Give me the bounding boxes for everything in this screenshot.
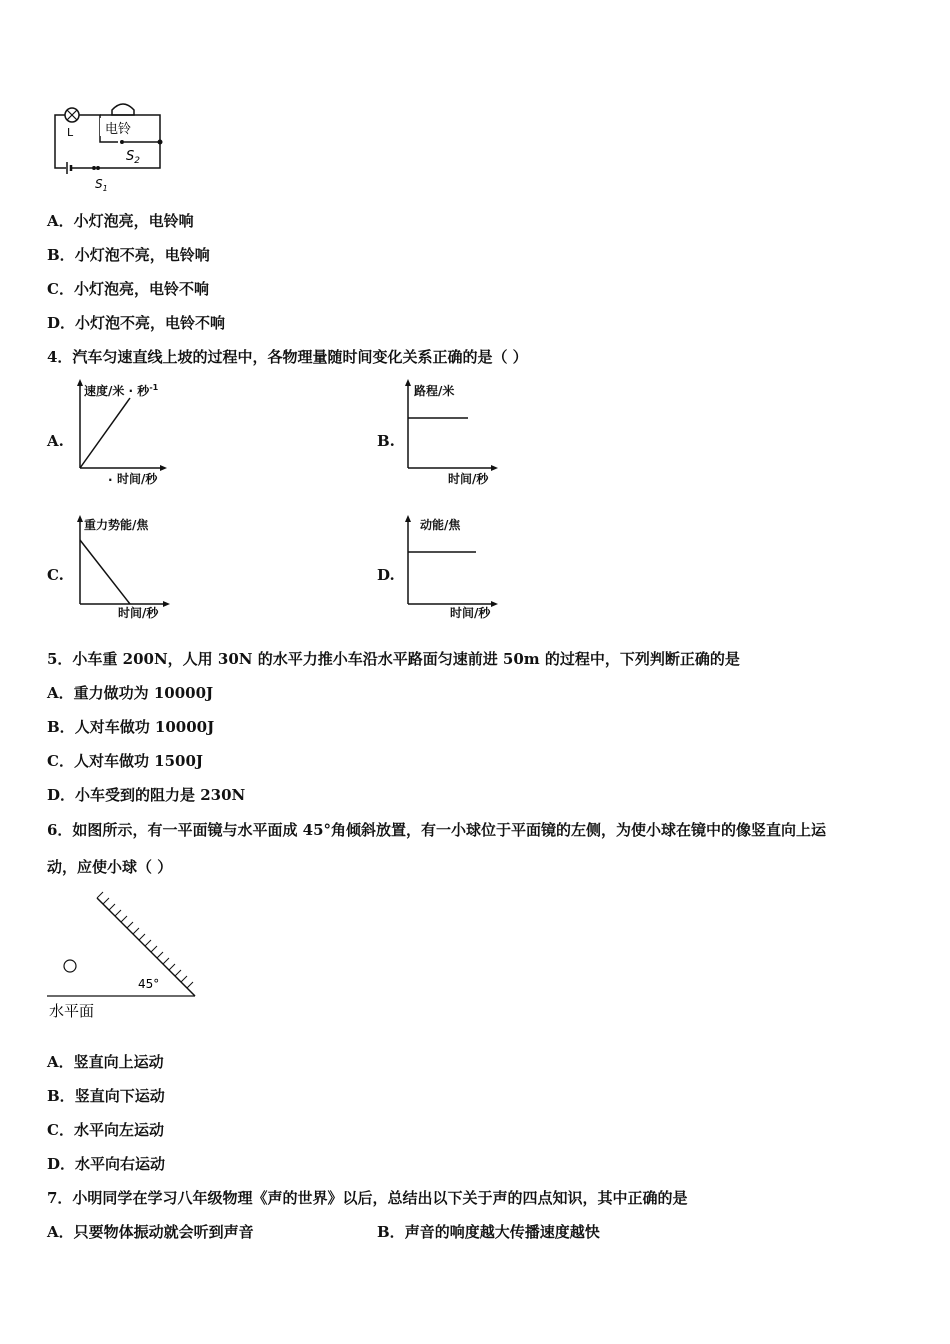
bell-symbol <box>112 104 134 115</box>
mirror-diagram <box>45 892 205 1022</box>
graph-a-origin-mark: . <box>108 470 113 484</box>
q6-option-a: A．竖直向上运动 <box>47 1053 164 1071</box>
q4-graph-a-letter: A. <box>47 432 64 450</box>
q6-option-d: D．水平向右运动 <box>47 1155 166 1173</box>
graph-a-x-label: 时间/秒 <box>117 472 158 486</box>
q5-option-c: C．人对车做功 1500J <box>47 752 204 770</box>
ball <box>64 960 76 972</box>
graph-d-x-label: 时间/秒 <box>450 606 491 620</box>
q5-stem: 5．小车重 200N，人用 30N 的水平力推小车沿水平路面匀速前进 50m 的过程中，下列判断正确的是 <box>47 650 740 668</box>
graph-b-x-label: 时间/秒 <box>448 472 489 486</box>
graph-a-line <box>80 398 130 468</box>
circuit-diagram <box>40 98 180 193</box>
q3-option-d: D．小灯泡不亮，电铃不响 <box>47 314 226 332</box>
q7-option-b: B．声音的响度越大传播速度越快 <box>377 1223 600 1241</box>
s2-label: $S_2$ <box>126 149 140 166</box>
graph-a-y-label: 速度/米 · 秒$^{-1}$ <box>84 383 159 398</box>
q5-option-b: B．人对车做功 10000J <box>47 718 215 736</box>
q5-option-d: D．小车受到的阻力是 230N <box>47 786 246 804</box>
q7-stem: 7．小明同学在学习八年级物理《声的世界》以后，总结出以下关于声的四点知识，其中正确的是 <box>47 1189 688 1207</box>
graph-b-y-label: 路程/米 <box>414 384 455 398</box>
q3-option-c: C．小灯泡亮，电铃不响 <box>47 280 209 298</box>
graph-d-y-label: 动能/焦 <box>420 518 461 532</box>
q6-option-b: B．竖直向下运动 <box>47 1087 165 1105</box>
graph-c-line <box>80 540 130 604</box>
q7-option-a: A．只要物体振动就会听到声音 <box>47 1223 254 1241</box>
mirror-hatching <box>97 892 193 988</box>
q6-stem-line1: 6．如图所示，有一平面镜与水平面成 45°角倾斜放置，有一小球位于平面镜的左侧，为使小球在镜中的像竖直向上运 <box>47 821 827 839</box>
graph-c-x-label: 时间/秒 <box>118 606 159 620</box>
q4-stem: 4．汽车匀速直线上坡的过程中，各物理量随时间变化关系正确的是（ ） <box>47 348 528 366</box>
ground-label: 水平面 <box>49 1002 95 1020</box>
q3-option-b: B．小灯泡不亮，电铃响 <box>47 246 210 264</box>
q5-option-a: A．重力做功为 10000J <box>47 684 214 702</box>
q6-stem-line2: 动，应使小球（ ） <box>47 858 173 876</box>
q4-graph-c-letter: C. <box>47 566 64 584</box>
q3-option-a: A．小灯泡亮，电铃响 <box>47 212 194 230</box>
graph-c-y-label: 重力势能/焦 <box>84 518 149 532</box>
bell-label: 电铃 <box>105 122 132 137</box>
lamp-label: L <box>67 126 74 139</box>
angle-label: 45° <box>138 977 160 991</box>
q4-graph-b-letter: B. <box>377 432 395 450</box>
s1-label: $S_1$ <box>95 177 108 193</box>
q6-option-c: C．水平向左运动 <box>47 1121 164 1139</box>
q4-graph-d-letter: D. <box>377 566 395 584</box>
